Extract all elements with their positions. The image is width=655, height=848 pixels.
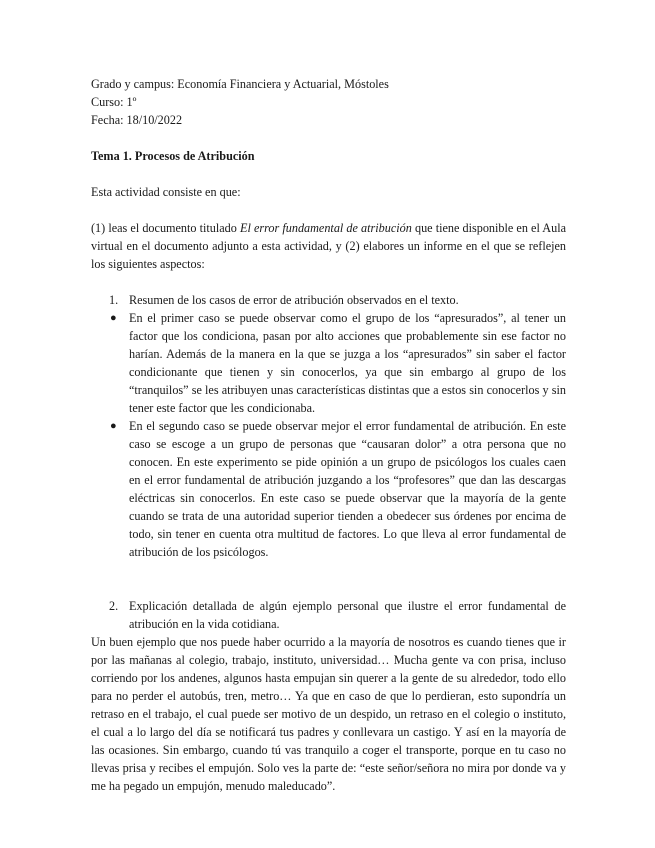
- instructions-paragraph: [91, 219, 566, 273]
- section1-number: 1.: [109, 293, 119, 307]
- bullet-icon: ●: [110, 420, 117, 432]
- intro-text: Esta actividad consiste en que:: [91, 185, 241, 199]
- section2-heading: Explicación detallada de algún ejemplo personal que ilustre el error fundamental de atribución en la vida cotidiana.: [129, 599, 566, 631]
- header-fecha: Fecha: 18/10/2022: [91, 113, 183, 127]
- section2-heading-item: [91, 597, 566, 633]
- section2-body: Un buen ejemplo que nos puede haber ocurrido a la mayoría de nosotros es cuando tienes que ir por las mañanas al colegio, trabajo, instituto, universidad… Mucha gente va con prisa, incluso corriendo por los andenes, algunos hasta empujan sin querer a la gente de su alrededor, todo ello para no perder el autobús, tren, metro… Ya que en caso de que lo perdieran, esto supondría un retraso en el trabajo, el cual puede ser motivo de un despido, un retraso en el colegio o instituto, el cual a lo largo del día se notificará tus padres y conllevara un castigo. Y así en la mayoría de las ocasiones. Sin embargo, cuando tú vas tranquilo a coger el transporte, porque en tu caso no llevas prisa y recibes el empujón. Solo ves la parte de: “este señor/señora no mira por donde va y me ha pegado un empujón, menudo maleducado”.: [91, 635, 566, 793]
- section2-number: 2.: [109, 599, 119, 613]
- section1-bullet-text: En el segundo caso se puede observar mejor el error fundamental de atribución. En este caso se escoge a un grupo de personas que “causaran dolor” a otra persona que no conocen. En este experimento se pide opinión a un grupo de psicólogos los cuales caen en el error fundamental de atribución juzgando a los “profesores” que dan las descargas eléctricas sin conocerlos. En este caso se puede observar que la mayoría de la gente cuando se trata de una autoridad superior tienden a obedecer sus órdenes por encima de todo, sin tener en cuenta otra multitud de factores. Lo que lleva al error fundamental de atribución de los psicólogos.: [129, 419, 566, 559]
- referenced-document-title: El error fundamental de atribución: [240, 221, 412, 235]
- document-content: [91, 75, 566, 795]
- section1-heading: Resumen de los casos de error de atribución observados en el texto.: [129, 293, 459, 307]
- section1-bullet-item: [91, 309, 566, 417]
- instructions-before: (1) leas el documento titulado: [91, 221, 240, 235]
- instructions-after: que tiene disponible en el Aula virtual en el documento adjunto a esta actividad, y (2) elabores un informe en el que se reflejen los siguientes aspectos:: [91, 221, 566, 271]
- section1-bullet-text: En el primer caso se puede observar como el grupo de los “apresurados”, al tener un factor que los condiciona, pasan por alto acciones que probablemente sin ese factor no harían. Además de la manera en la que se juzga a los “apresurados” sin saber el factor condicionante que tienen y sin conocerlos, ya que sin embargo al grupo de los “tranquilos” se les atribuyen unas características distintas que a estos sin conocerlos y sin tener este factor que les condicionaba.: [129, 311, 566, 415]
- header-curso: Curso: 1º: [91, 95, 137, 109]
- section1-heading-item: [91, 291, 566, 309]
- bullet-icon: ●: [110, 312, 117, 324]
- section1-bullet-item: [91, 417, 566, 561]
- document-title: Tema 1. Procesos de Atribución: [91, 149, 255, 163]
- header-grado: Grado y campus: Economía Financiera y Actuarial, Móstoles: [91, 77, 389, 91]
